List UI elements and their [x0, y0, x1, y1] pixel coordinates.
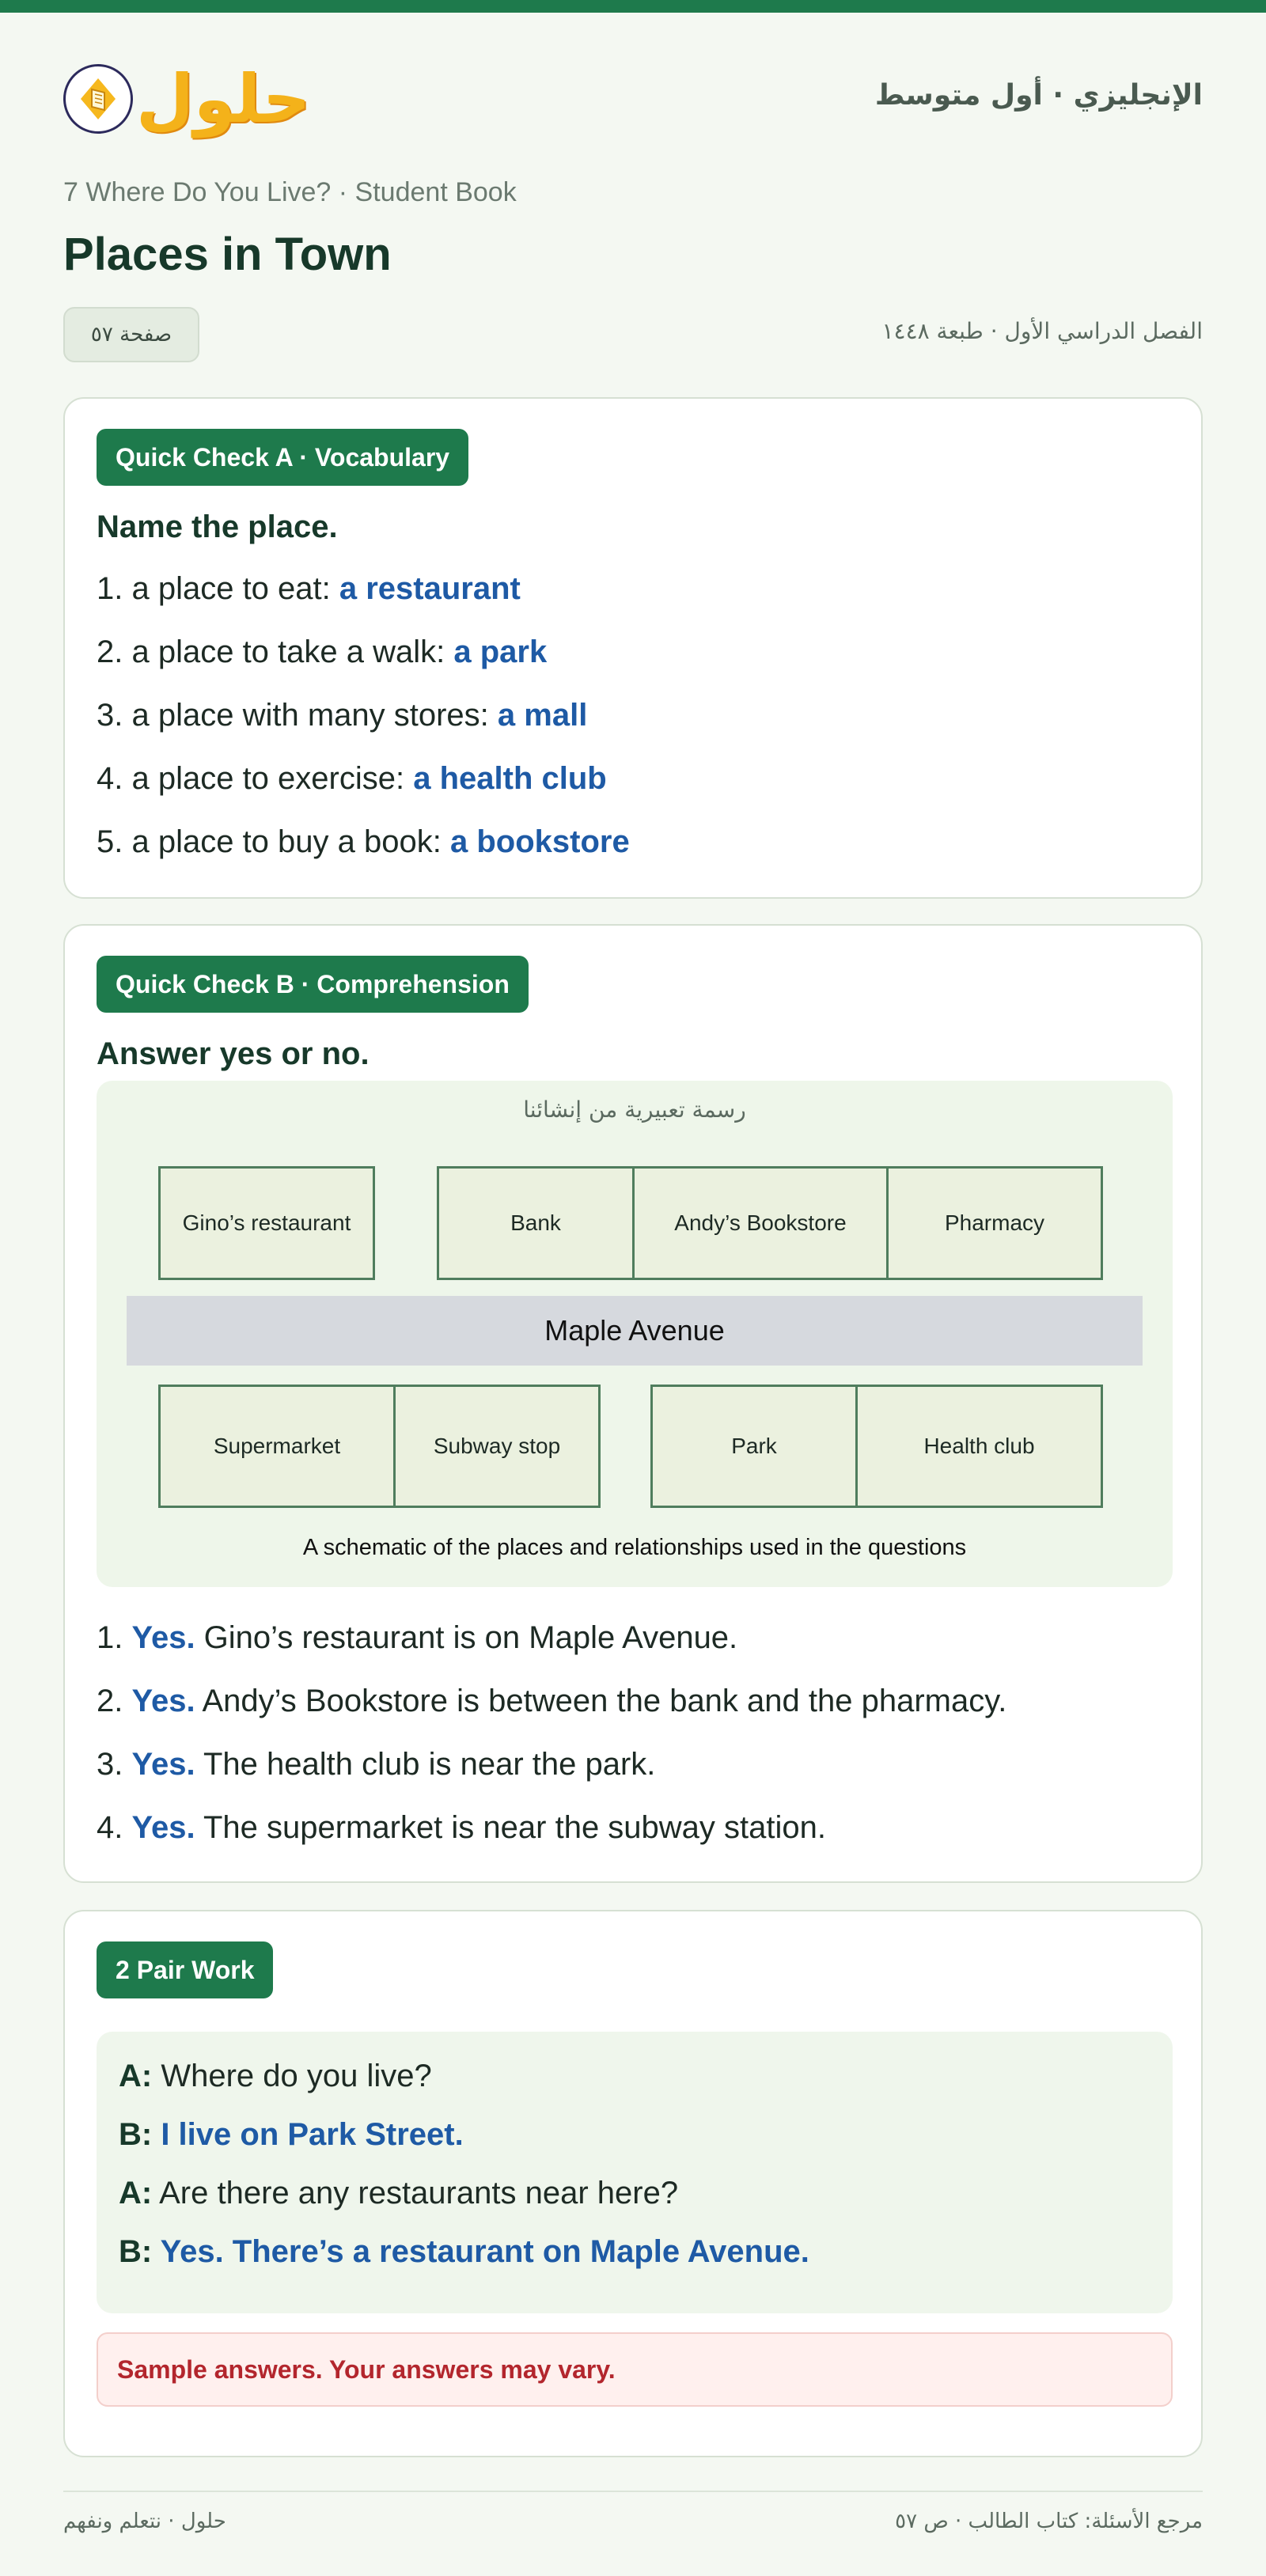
diagram-caption: A schematic of the places and relationships used in the questions — [302, 1535, 967, 1560]
building-bank: Bank — [437, 1166, 635, 1280]
dialogue-answer: Yes. There’s a restaurant on Maple Avenue. — [152, 2234, 809, 2269]
page-number-badge: صفحة ٥٧ — [63, 307, 199, 362]
question-text: The health club is near the park. — [195, 1747, 656, 1782]
subject-title: الإنجليزي · أول متوسط — [874, 79, 1203, 112]
item-number: 1. — [97, 1620, 132, 1655]
speaker-label: B: — [119, 2234, 153, 2269]
logo-wordmark: حلول — [136, 60, 311, 138]
answer-text: a mall — [497, 698, 588, 733]
logo[interactable] — [63, 55, 310, 142]
answer-text: Yes. — [131, 1684, 195, 1718]
building-health-club: Health club — [855, 1385, 1103, 1508]
speaker-label: B: — [119, 2117, 153, 2152]
answer-text: a park — [453, 635, 548, 669]
building-park: Park — [650, 1385, 858, 1508]
list-item — [97, 761, 607, 797]
question-text: 3. a place with many stores: — [97, 698, 498, 733]
breadcrumb: 7 Where Do You Live? · Student Book — [63, 177, 517, 207]
dialogue-answer: I live on Park Street. — [152, 2117, 464, 2152]
building-subway-stop: Subway stop — [393, 1385, 601, 1508]
question-text: 5. a place to buy a book: — [97, 824, 450, 859]
page-title: Places in Town — [63, 229, 392, 280]
dialogue-line — [119, 2059, 432, 2094]
footer-reference: مرجع الأسئلة: كتاب الطالب · ص ٥٧ — [895, 2510, 1203, 2533]
answer-text: a restaurant — [339, 571, 521, 606]
dialogue-text: Are there any restaurants near here? — [152, 2176, 679, 2210]
section-badge: Quick Check B · Comprehension — [97, 956, 529, 1013]
dialogue-text: Where do you live? — [152, 2059, 432, 2093]
building-supermarket: Supermarket — [158, 1385, 396, 1508]
dialogue-line — [119, 2117, 464, 2153]
list-item — [97, 698, 587, 733]
list-item — [97, 824, 630, 860]
question-text: Andy’s Bookstore is between the bank and the pharmacy. — [195, 1684, 1007, 1718]
edition-info: الفصل الدراسي الأول · طبعة ١٤٤٨ — [881, 318, 1203, 344]
sample-answers-note: Sample answers. Your answers may vary. — [97, 2332, 1173, 2407]
question-text: The supermarket is near the subway station. — [195, 1810, 827, 1845]
building-pharmacy: Pharmacy — [886, 1166, 1103, 1280]
instruction: Name the place. — [97, 510, 338, 544]
item-number: 3. — [97, 1747, 132, 1782]
list-item — [97, 1620, 737, 1656]
answer-text: a health club — [413, 761, 607, 796]
question-text: 4. a place to exercise: — [97, 761, 414, 796]
answer-text: Yes. — [131, 1747, 195, 1782]
book-logo-icon — [63, 64, 133, 134]
list-item — [97, 1810, 826, 1846]
question-text: 1. a place to eat: — [97, 571, 339, 606]
question-text: 2. a place to take a walk: — [97, 635, 454, 669]
item-number: 4. — [97, 1810, 132, 1845]
building-andys-bookstore: Andy’s Bookstore — [632, 1166, 889, 1280]
street-maple-avenue: Maple Avenue — [127, 1296, 1143, 1366]
section-badge: Quick Check A · Vocabulary — [97, 429, 468, 486]
speaker-label: A: — [119, 2176, 153, 2210]
vocabulary-card — [63, 397, 1203, 899]
dialogue-line — [119, 2234, 809, 2270]
answer-text: a bookstore — [449, 824, 630, 859]
instruction: Answer yes or no. — [97, 1036, 370, 1071]
speaker-label: A: — [119, 2059, 153, 2093]
dialogue-line — [119, 2176, 678, 2211]
building-ginos-restaurant: Gino’s restaurant — [158, 1166, 375, 1280]
footer-brand: حلول · نتعلم ونفهم — [63, 2510, 226, 2533]
diagram-note: رسمة تعبيرية من إنشائنا — [523, 1097, 746, 1123]
answer-text: Yes. — [131, 1810, 195, 1845]
pair-work-card — [63, 1910, 1203, 2457]
top-accent-bar — [0, 0, 1266, 13]
answer-text: Yes. — [131, 1620, 195, 1655]
section-badge: 2 Pair Work — [97, 1941, 273, 1998]
list-item — [97, 1684, 1006, 1719]
dialogue-box — [97, 2032, 1173, 2313]
list-item — [97, 635, 547, 670]
comprehension-card — [63, 924, 1203, 1883]
page-header — [63, 55, 1203, 142]
footer-divider — [63, 2491, 1203, 2492]
question-text: Gino’s restaurant is on Maple Avenue. — [195, 1620, 738, 1655]
list-item — [97, 571, 521, 607]
town-schematic — [97, 1081, 1173, 1587]
list-item — [97, 1747, 655, 1782]
item-number: 2. — [97, 1684, 132, 1718]
